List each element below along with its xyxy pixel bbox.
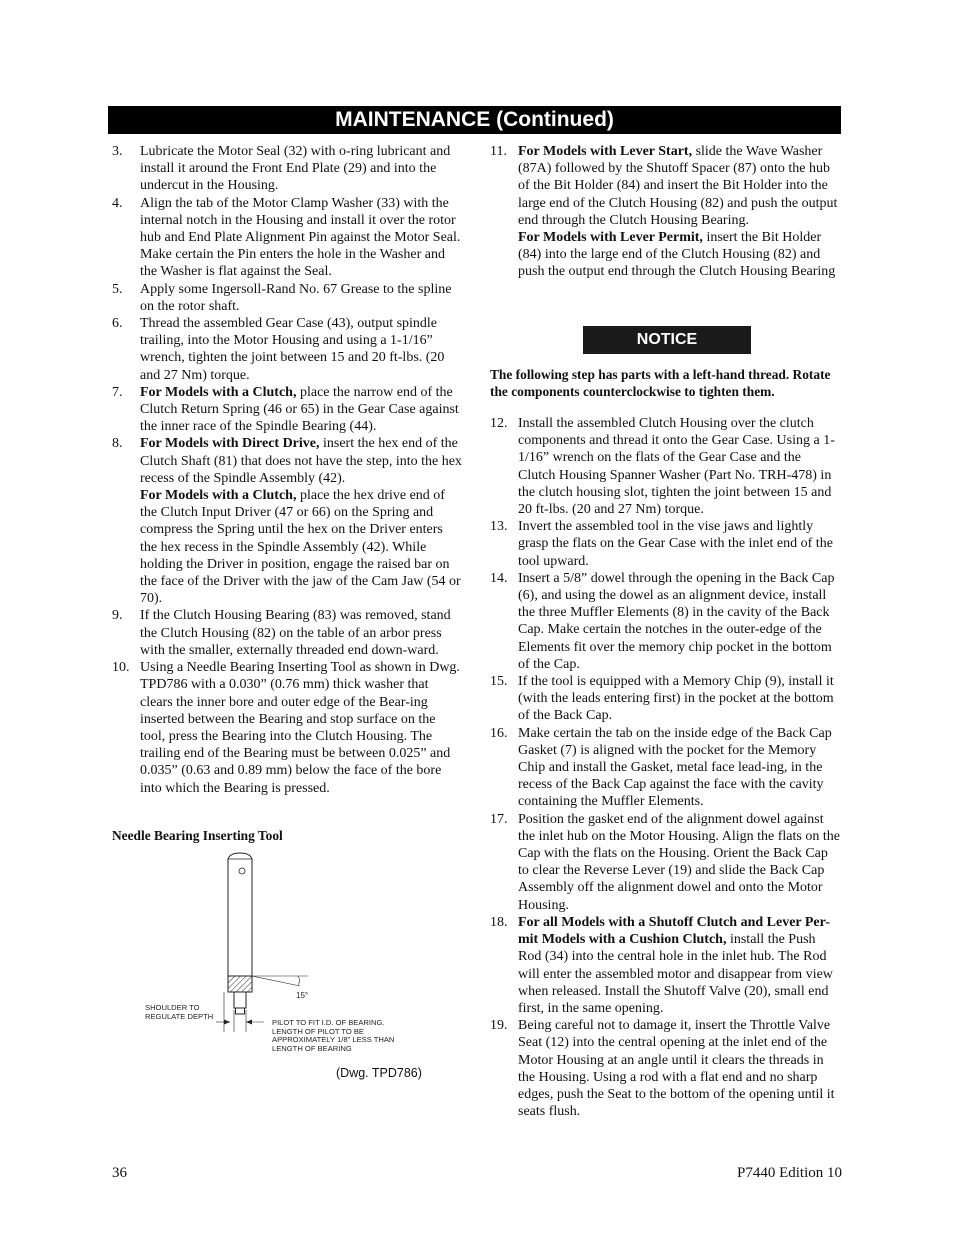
- step-14: [490, 570, 840, 673]
- step-number: 19.: [490, 1018, 508, 1034]
- step-9: [112, 607, 462, 659]
- step-number: 12.: [490, 416, 508, 431]
- step-bold-lead: For all Models with a Shutoff Clutch and Lever Per-mit Models with a Cushion Clutch,: [518, 914, 831, 948]
- notice-label: NOTICE: [583, 326, 751, 354]
- step-number: 4.: [112, 195, 123, 211]
- step-bold-lead: For Models with Lever Permit,: [518, 230, 703, 246]
- right-column-top: [490, 143, 840, 281]
- step-5: [112, 281, 462, 315]
- step-text: Install the assembled Clutch Housing over the clutch components and thread it onto the Gear Case. Using a 1-1/16” wrench on the flats of the Gear Case and the Clutch Housing Spanner Washer (Part No. TRH-478) in the clutch housing slot, tighten the joint between 15 and 20 ft-lbs. (20 and 27 Nm) torque.: [518, 416, 835, 518]
- step-number: 5.: [112, 281, 123, 297]
- step-bold-lead: For Models with Direct Drive,: [140, 436, 320, 452]
- figure-caption: Needle Bearing Inserting Tool: [112, 828, 283, 843]
- step-bold-lead: For Models with Lever Start,: [518, 144, 693, 159]
- tool-shaft: [228, 853, 252, 976]
- page-title: MAINTENANCE (Continued): [108, 106, 841, 134]
- step-text: place the hex drive end of the Clutch Input Driver (47 or 66) on the Spring and compress the Spring until the hex on the Driver enters the hex recess in the Spindle Assembly (42). While holding the Driver in position, engage the raised bar on the face of the Driver with the jaw of the Cam Jaw (54 or 70).: [140, 488, 461, 607]
- step-text: Invert the assembled tool in the vise jaws and lightly grasp the flats on the Gear Case with the inlet end of the tool upward.: [518, 519, 833, 569]
- step-text: Using a Needle Bearing Inserting Tool as shown in Dwg. TPD786 with a 0.030” (0.76 mm) thick washer that clears the inner bore and outer edge of the Bear-ing inserted between the Bearing and stop surface on the tool, press the Bearing into the Clutch Housing. The trailing end of the Bearing must be between 0.025” and 0.035” (0.63 and 0.89 mm) below the face of the bore into which the Bearing is pressed.: [140, 660, 460, 796]
- tool-pilot: [234, 992, 246, 1008]
- step-number: 17.: [490, 811, 508, 827]
- tool-hole: [239, 868, 245, 874]
- step-number: 3.: [112, 144, 123, 159]
- step-16: [490, 725, 840, 811]
- page-number: 36: [112, 1165, 127, 1181]
- step-number: 15.: [490, 674, 508, 690]
- step-number: 9.: [112, 608, 123, 624]
- left-column: [112, 143, 462, 797]
- pilot-dim-arrow: [246, 1020, 252, 1025]
- step-8-clutch: [112, 487, 462, 607]
- step-text: Insert a 5/8” dowel through the opening in the Back Cap (6), and using the dowel as an alignment device, install the three Muffler Elements (8) in the cavity of the Back Cap. Make certain the notches in the outer-edge of the Elements fit over the memory chip pocket in the bottom of the Cap.: [518, 570, 835, 672]
- notice-text: The following step has parts with a left-hand thread. Rotate the components counterclockwise to tighten them.: [490, 367, 831, 400]
- step-number: 6.: [112, 316, 123, 332]
- step-18: [490, 914, 840, 1017]
- step-number: 16.: [490, 725, 508, 741]
- step-text: Thread the assembled Gear Case (43), output spindle trailing, into the Motor Housing and using a 1-1/16” wrench, tighten the joint between 15 and 20 ft-lbs. (20 and 27 Nm) torque.: [140, 316, 445, 383]
- step-text: insert the hex end of the Clutch Shaft (81) that does not have the step, into the hex recess of the Spindle Assembly (42).: [140, 436, 462, 486]
- step-13: [490, 518, 840, 570]
- step-number: 14.: [490, 570, 508, 586]
- step-text: insert the Bit Holder (84) into the large end of the Clutch Housing (82) and push the output end through the Clutch Housing Bearing: [518, 230, 836, 280]
- tool-pilot-tip: [236, 1008, 245, 1014]
- angle-label: 15°: [296, 991, 309, 1000]
- step-number: 11.: [490, 144, 507, 159]
- shoulder-label: SHOULDER TO REGULATE DEPTH: [145, 1003, 214, 1021]
- step-number: 10.: [112, 660, 130, 676]
- step-text: If the Clutch Housing Bearing (83) was removed, stand the Clutch Housing (82) on the table of an arbor press with the smaller, externally threaded end down-ward.: [140, 608, 451, 658]
- step-number: 7.: [112, 384, 123, 400]
- step-text: Being careful not to damage it, insert the Throttle Valve Seat (12) into the central opening at the inlet end of the Motor Housing at an angle until it clears the threads in the Housing. Using a rod with a flat end and no sharp edges, push the Seat to the bottom of the opening until it seats flush.: [518, 1018, 835, 1120]
- step-bold-lead: For Models with a Clutch,: [140, 384, 297, 400]
- step-11-permit: [490, 229, 840, 281]
- step-text: Position the gasket end of the alignment dowel against the inlet hub on the Motor Housing. Align the flats on the Cap with the flats on the Housing. Orient the Back Cap to clear the Reverse Lever (19) and slide the Back Cap Assembly off the alignment dowel and onto the Motor Housing.: [518, 811, 840, 913]
- step-text: Align the tab of the Motor Clamp Washer (33) with the internal notch in the Housing and install it over the rotor hub and End Plate Alignment Pin against the Motor Seal. Make certain the Pin enters the hole in the Washer and the Washer is flat against the Seal.: [140, 195, 461, 280]
- step-12: [490, 415, 840, 518]
- step-text: slide the Wave Washer (87A) followed by the Shutoff Spacer (87) onto the hub of the Bit Holder (84) and insert the Bit Holder into the large end of the Clutch Housing (82) and push the output end through the Clutch Housing Bearing.: [518, 144, 838, 228]
- step-7: [112, 384, 462, 436]
- step-number: 8.: [112, 436, 123, 452]
- step-text: place the narrow end of the Clutch Return Spring (46 or 65) in the Gear Case against the inner race of the Spindle Bearing (44).: [140, 384, 459, 435]
- step-text: Apply some Ingersoll-Rand No. 67 Grease to the spline on the rotor shaft.: [140, 281, 452, 314]
- step-19: [490, 1017, 840, 1120]
- right-column-lower: [490, 415, 840, 1120]
- step-8: [112, 435, 462, 487]
- step-15: [490, 673, 840, 725]
- step-17: [490, 811, 840, 914]
- drawing-reference: (Dwg. TPD786): [336, 1066, 422, 1080]
- step-6: [112, 315, 462, 384]
- step-bold-lead: For Models with a Clutch,: [140, 488, 297, 504]
- step-text: install the Push Rod (34) into the central hole in the inlet hub. The Rod will enter the assembled motor and disappear from view when released. Install the Shutoff Valve (20), small end first, in the same opening.: [518, 932, 833, 1016]
- step-10: [112, 659, 462, 797]
- step-text: Lubricate the Motor Seal (32) with o-ring lubricant and install it around the Front End Plate (29) and into the undercut in the Housing.: [140, 144, 451, 194]
- tool-shoulder: [228, 976, 252, 992]
- step-text: If the tool is equipped with a Memory Chip (9), install it (with the leads entering first) in the pocket at the bottom of the Back Cap.: [518, 674, 834, 724]
- step-3: [112, 143, 462, 195]
- step-number: 13.: [490, 519, 508, 535]
- edition-label: P7440 Edition 10: [736, 1165, 842, 1181]
- step-11: [490, 143, 840, 229]
- pilot-label: PILOT TO FIT I.D. OF BEARING. LENGTH OF PILOT TO BE APPROXIMATELY 1/8" LESS THAN LENGTH OF BEARING: [272, 1018, 395, 1053]
- step-number: 18.: [490, 914, 508, 930]
- step-text: Make certain the tab on the inside edge of the Back Cap Gasket (7) is aligned with the pocket for the Memory Chip and install the Gasket, metal face lead-ing, in the recess of the Back Cap against the face with the cavity containing the Muffler Elements.: [518, 725, 832, 810]
- angle-arc: [298, 976, 300, 985]
- step-4: [112, 195, 462, 281]
- angle-line: [252, 976, 300, 986]
